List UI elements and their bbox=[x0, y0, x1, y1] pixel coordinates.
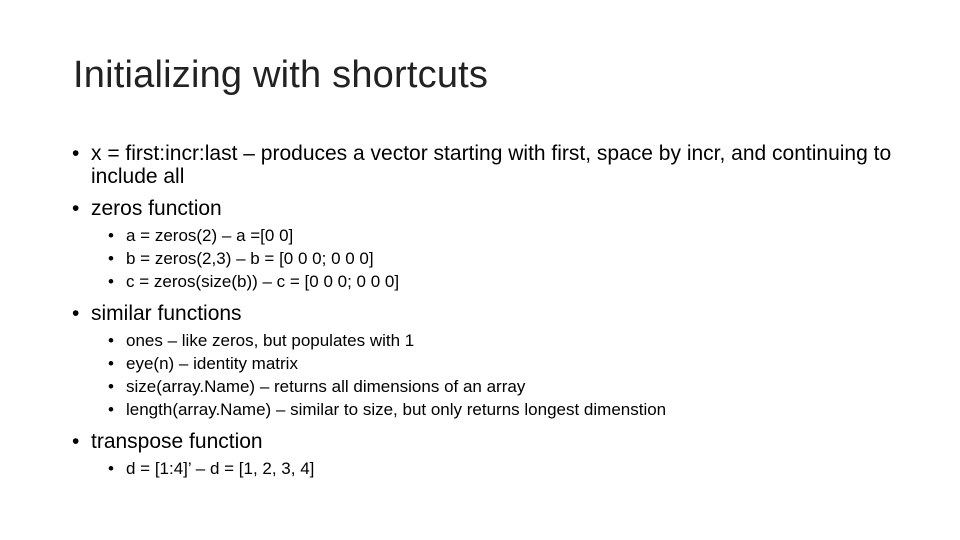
sub-bullet-text: length(array.Name) – similar to size, but only returns longest dimenstion bbox=[126, 400, 667, 419]
sub-bullet-item bbox=[108, 398, 892, 421]
bullet-dot-icon: • bbox=[108, 272, 114, 291]
bullet-item bbox=[72, 430, 892, 453]
bullet-item bbox=[72, 197, 892, 220]
bullet-dot-icon: • bbox=[108, 354, 114, 373]
bullet-dot-icon: • bbox=[108, 377, 114, 396]
sub-bullet-text: size(array.Name) – returns all dimensions of an array bbox=[126, 377, 526, 396]
bullet-dot-icon: • bbox=[108, 226, 114, 245]
sub-list bbox=[72, 224, 892, 293]
bullet-dot-icon: • bbox=[108, 459, 114, 478]
sub-bullet-item bbox=[108, 270, 892, 293]
sub-bullet-item bbox=[108, 375, 892, 398]
sub-list bbox=[72, 329, 892, 421]
bullet-dot-icon: • bbox=[108, 249, 114, 268]
bullet-dot-icon: • bbox=[108, 331, 114, 350]
bullet-dot-icon: • bbox=[72, 430, 80, 453]
bullet-text: x = first:incr:last – produces a vector starting with first, space by incr, and continuing to include all bbox=[91, 142, 892, 188]
sub-bullet-text: eye(n) – identity matrix bbox=[126, 354, 298, 373]
bullet-dot-icon: • bbox=[72, 197, 80, 220]
sub-bullet-item bbox=[108, 224, 892, 247]
slide-body bbox=[72, 142, 892, 480]
bullet-item bbox=[72, 142, 892, 188]
bullet-item bbox=[72, 302, 892, 325]
bullet-text: zeros function bbox=[91, 197, 222, 220]
bullet-text: transpose function bbox=[91, 430, 263, 453]
sub-bullet-text: ones – like zeros, but populates with 1 bbox=[126, 331, 415, 350]
sub-bullet-text: c = zeros(size(b)) – c = [0 0 0; 0 0 0] bbox=[126, 272, 400, 291]
sub-bullet-item bbox=[108, 457, 892, 480]
bullet-dot-icon: • bbox=[72, 302, 80, 325]
bullet-dot-icon: • bbox=[108, 400, 114, 419]
sub-bullet-item bbox=[108, 329, 892, 352]
bullet-dot-icon: • bbox=[72, 142, 80, 165]
sub-bullet-text: d = [1:4]’ – d = [1, 2, 3, 4] bbox=[126, 459, 315, 478]
bullet-text: similar functions bbox=[91, 302, 242, 325]
slide-title: Initializing with shortcuts bbox=[73, 54, 489, 96]
sub-bullet-text: a = zeros(2) – a =[0 0] bbox=[126, 226, 294, 245]
sub-bullet-item bbox=[108, 352, 892, 375]
sub-bullet-item bbox=[108, 247, 892, 270]
sub-list bbox=[72, 457, 892, 480]
sub-bullet-text: b = zeros(2,3) – b = [0 0 0; 0 0 0] bbox=[126, 249, 374, 268]
